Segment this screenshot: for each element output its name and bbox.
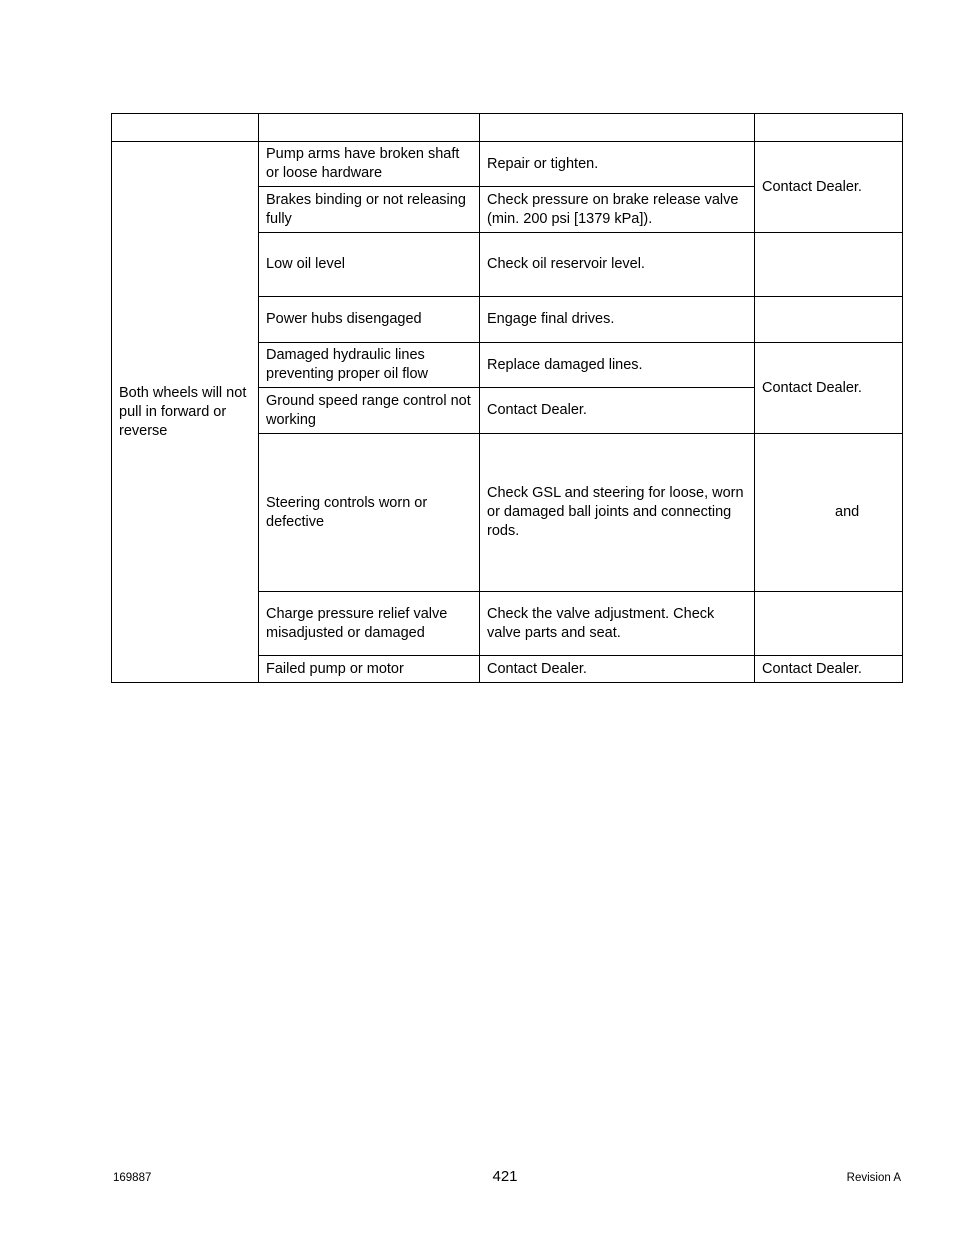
table-header-row (112, 114, 903, 142)
solution-cell: Repair or tighten. (480, 142, 755, 187)
page-number: 421 (492, 1168, 518, 1185)
problem-cell: Low oil level (259, 233, 480, 297)
header-problem (259, 114, 480, 142)
solution-cell: Check the valve adjustment. Check valve parts and seat. (480, 592, 755, 656)
solution-cell: Check oil reservoir level. (480, 233, 755, 297)
troubleshooting-table (111, 113, 903, 683)
solution-cell: Contact Dealer. (480, 388, 755, 434)
doc-number: 169887 (113, 1172, 152, 1184)
problem-cell: Failed pump or motor (259, 656, 480, 683)
problem-cell: Charge pressure relief valve misadjusted or damaged (259, 592, 480, 656)
problem-cell: Pump arms have broken shaft or loose hardware (259, 142, 480, 187)
header-solution (480, 114, 755, 142)
reference-cell: and (755, 434, 903, 592)
problem-cell: Brakes binding or not releasing fully (259, 187, 480, 233)
header-reference (755, 114, 903, 142)
reference-cell: Contact Dealer. (755, 656, 903, 683)
solution-cell: Check pressure on brake release valve (min. 200 psi [1379 kPa]). (480, 187, 755, 233)
reference-cell: Contact Dealer. (755, 343, 903, 434)
solution-cell: Contact Dealer. (480, 656, 755, 683)
reference-cell (755, 233, 903, 297)
solution-cell: Check GSL and steering for loose, worn or damaged ball joints and connecting rods. (480, 434, 755, 592)
problem-cell: Power hubs disengaged (259, 297, 480, 343)
header-symptom (112, 114, 259, 142)
table-row (112, 142, 903, 187)
solution-cell: Engage final drives. (480, 297, 755, 343)
reference-cell (755, 297, 903, 343)
reference-cell (755, 592, 903, 656)
solution-cell: Replace damaged lines. (480, 343, 755, 388)
symptom-cell: Both wheels will not pull in forward or reverse (112, 142, 259, 683)
revision-label: Revision A (846, 1172, 901, 1184)
problem-cell: Ground speed range control not working (259, 388, 480, 434)
problem-cell: Damaged hydraulic lines preventing proper oil flow (259, 343, 480, 388)
problem-cell: Steering controls worn or defective (259, 434, 480, 592)
reference-cell: Contact Dealer. (755, 142, 903, 233)
